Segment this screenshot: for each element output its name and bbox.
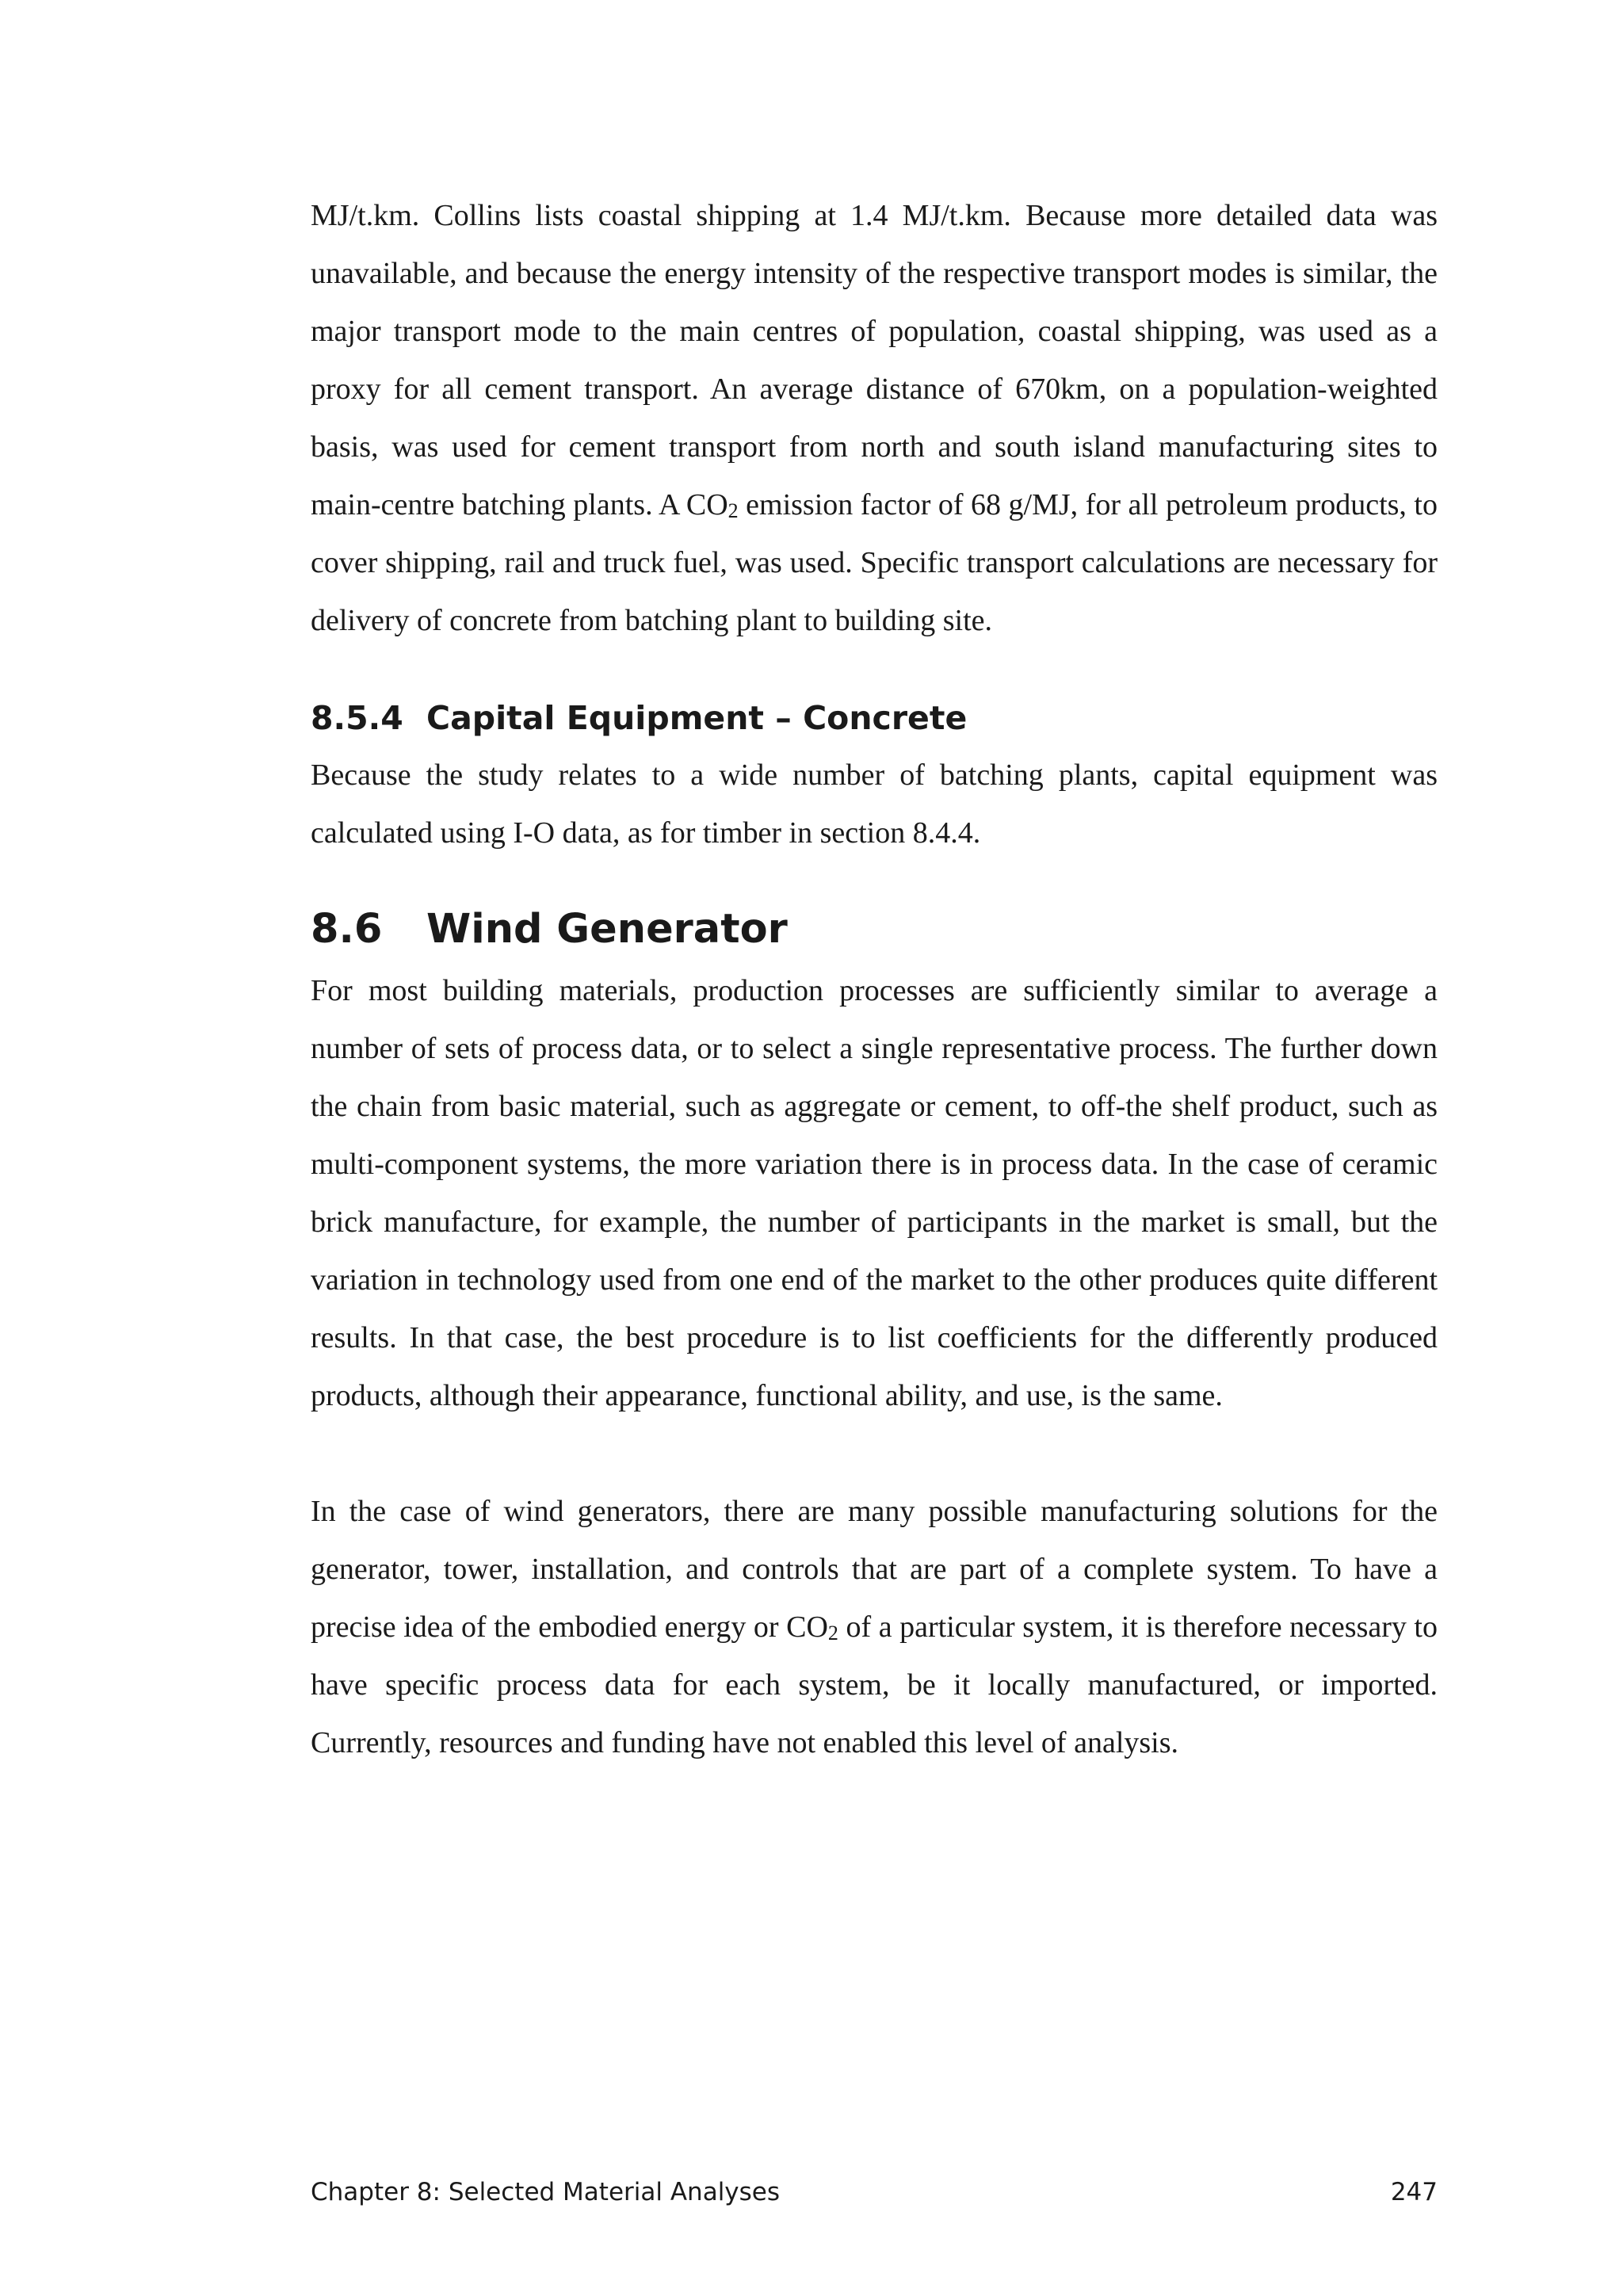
section-heading-8-6 [311, 902, 1438, 957]
paragraph-capital-equipment: Because the study relates to a wide number of batching plants, capital equipment was calculated using I-O data, as for timber in section 8.4.4. [311, 758, 1438, 850]
paragraph-text: of a particular system, it is therefore necessary to have specific process data for each system, be it locally manufactured, or imported. Currently, resources and funding have not enabled this level of analysis. [311, 1610, 1438, 1759]
section-number: 8.6 [311, 906, 383, 953]
subscript: 2 [827, 1622, 838, 1645]
page-body [311, 187, 1438, 1772]
paragraph-building-materials: For most building materials, production processes are sufficiently similar to average a number of sets of process data, or to select a single representative process. The further down the chain from basic material, such as aggregate or cement, to off-the shelf product, such as multi-component systems, the more variation there is in process data. In the case of ceramic brick manufacture, for example, the number of participants in the market is small, but the variation in technology used from one end of the market to the other produces quite different results. In that case, the best procedure is to list coefficients for the differently produced products, although their appearance, functional ability, and use, is the same. [311, 974, 1438, 1412]
page-footer [311, 2176, 1438, 2208]
section-number: 8.5.4 [311, 699, 403, 737]
footer-chapter: Chapter 8: Selected Material Analyses [311, 2178, 781, 2206]
section-heading-8-5-4 [311, 694, 1438, 742]
paragraph-text: MJ/t.km. Collins lists coastal shipping at 1.4 MJ/t.km. Because more detailed data was unavailable, and because the energy intensity of the respective transport modes is similar, the major transport mode to the main centres of population, coastal shipping, was used as a proxy for all cement transport. An average distance of 670km, on a population-weighted basis, was used for cement transport from north and south island manufacturing sites to main-centre batching plants. A CO [311, 199, 1438, 521]
paragraph-transport [311, 187, 1438, 650]
paragraph-text: In the case of wind generators, there are many possible manufacturing solutions for the generator, tower, installation, and controls that are part of a complete system. To have a precise idea of the embodied energy or CO [311, 1495, 1438, 1644]
subscript: 2 [727, 499, 739, 522]
section-title: Wind Generator [426, 906, 788, 953]
paragraph-text: emission factor of 68 g/MJ, for all petroleum products, to cover shipping, rail and truck fuel, was used. Specific transport calculations are necessary for delivery of concrete from batching plant to building site. [311, 488, 1438, 637]
paragraph-wind-generators [311, 1483, 1438, 1772]
footer-page-number: 247 [1390, 2178, 1438, 2206]
paragraph-gap [311, 1425, 1438, 1483]
section-title: Capital Equipment – Concrete [426, 699, 968, 737]
